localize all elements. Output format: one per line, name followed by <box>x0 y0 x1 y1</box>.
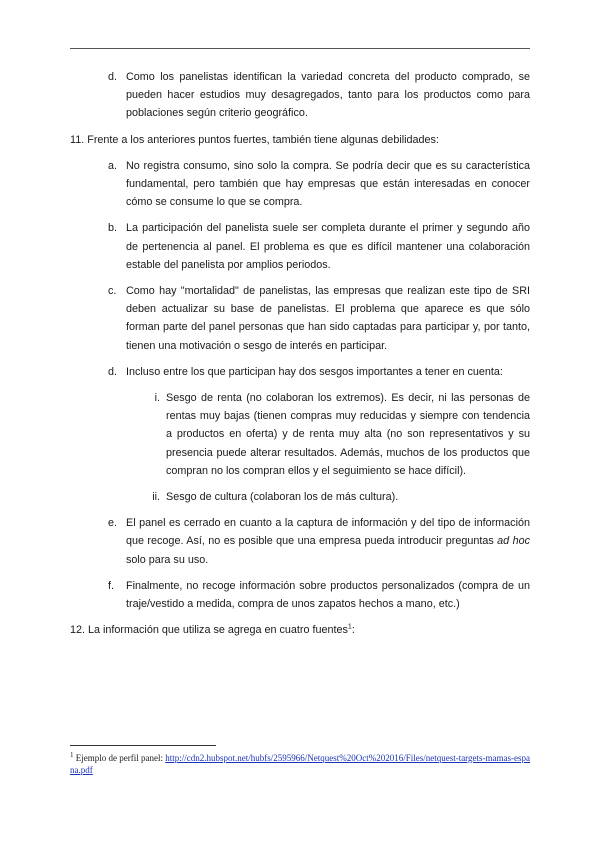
list-item-text: Finalmente, no recoge información sobre productos personalizados (compra de un traje/vestido a medida, compra de unos zapatos hechos a mano, etc.) <box>126 579 530 611</box>
list-item-text: Frente a los anteriores puntos fuertes, también tiene algunas debilidades: <box>87 133 439 146</box>
footnote-number: 1 <box>70 751 74 759</box>
list-marker: d. <box>108 71 118 83</box>
list-marker: e. <box>108 517 118 530</box>
list-item-text: Como hay "mortalidad" de panelistas, las empresas que realizan este tipo de SRI deben actualizar su base de panelistas. El problema que aparece es que sólo forman parte del panel personas que han sido captadas para participar y, por tanto, tienen una motivación o sesgo de interés en participar. <box>126 285 530 352</box>
header-rule <box>70 48 530 49</box>
list-item-text: No registra consumo, sino solo la compra. Se podría decir que es su característica fundamental, pero también que hay empresas que están interesadas en conocer cómo se consume lo que se compra. <box>126 159 530 209</box>
list-item-text: La participación del panelista suele ser completa durante el primer y segundo año de pertenencia al panel. El problema es que es difícil mantener una colaboración estable del panelista por amplios periodos. <box>126 222 530 271</box>
sublist-item-ii <box>70 488 530 506</box>
list-marker: 11. <box>70 133 85 146</box>
list-marker: f. <box>108 579 114 592</box>
list-item-f <box>70 577 530 613</box>
numbered-item-12 <box>70 621 530 639</box>
footnote-reference[interactable]: 1 <box>347 623 352 631</box>
list-marker: a. <box>108 159 118 172</box>
list-item-text: Sesgo de cultura (colaboran los de más cultura). <box>166 491 399 504</box>
italic-term: ad hoc <box>497 535 531 548</box>
footnote-link[interactable]: http://cdn2.hubspot.net/hubfs/2595966/Netquest%20Oct%202016/Files/netquest-targets-mamas-espana.pdf <box>70 753 530 775</box>
list-item-e <box>70 514 530 569</box>
footnote-separator <box>70 745 216 746</box>
list-item-text: Como los panelistas identifican la variedad concreta del producto comprado, se pueden hacer estudios muy desagregados, tanto para los productos como para poblaciones según criterio geográfico. <box>126 71 530 120</box>
list-marker: b. <box>108 222 118 235</box>
list-item-b <box>70 219 530 274</box>
list-marker: 12. <box>70 624 86 637</box>
sublist-item-i <box>70 389 530 480</box>
list-marker: d. <box>108 365 118 378</box>
numbered-item-11 <box>70 131 530 149</box>
footnote-label: Ejemplo de perfil panel: <box>75 753 163 763</box>
list-item-c <box>70 282 530 355</box>
list-marker: c. <box>108 285 117 298</box>
list-item-text: Sesgo de renta (no colaboran los extremos). Es decir, ni las personas de rentas muy bajas (tienen compras muy reducidas y siempre con tendencia a productos en oferta) y de renta muy alta (no son representativos y su presencia puede alterar resultados. Además, muchos de los productos que compran no los compran ellos y el seguimiento se hace difícil). <box>166 392 530 477</box>
list-marker: i. <box>154 392 160 405</box>
body-text <box>70 68 530 647</box>
list-item-a <box>70 157 530 212</box>
list-item-d <box>70 363 530 381</box>
footnote <box>70 752 530 776</box>
list-item-d-previous <box>70 68 530 123</box>
list-item-text-end: : <box>351 624 355 637</box>
list-item-text-end: solo para su uso. <box>126 553 209 566</box>
list-marker: ii. <box>152 491 160 504</box>
list-item-text: El panel es cerrado en cuanto a la captura de información y del tipo de información que recoge. Así, no es posible que una empresa pueda introducir preguntas <box>126 517 530 548</box>
list-item-text: Incluso entre los que participan hay dos sesgos importantes a tener en cuenta: <box>126 365 503 378</box>
list-item-text: La información que utiliza se agrega en cuatro fuentes <box>88 624 348 637</box>
